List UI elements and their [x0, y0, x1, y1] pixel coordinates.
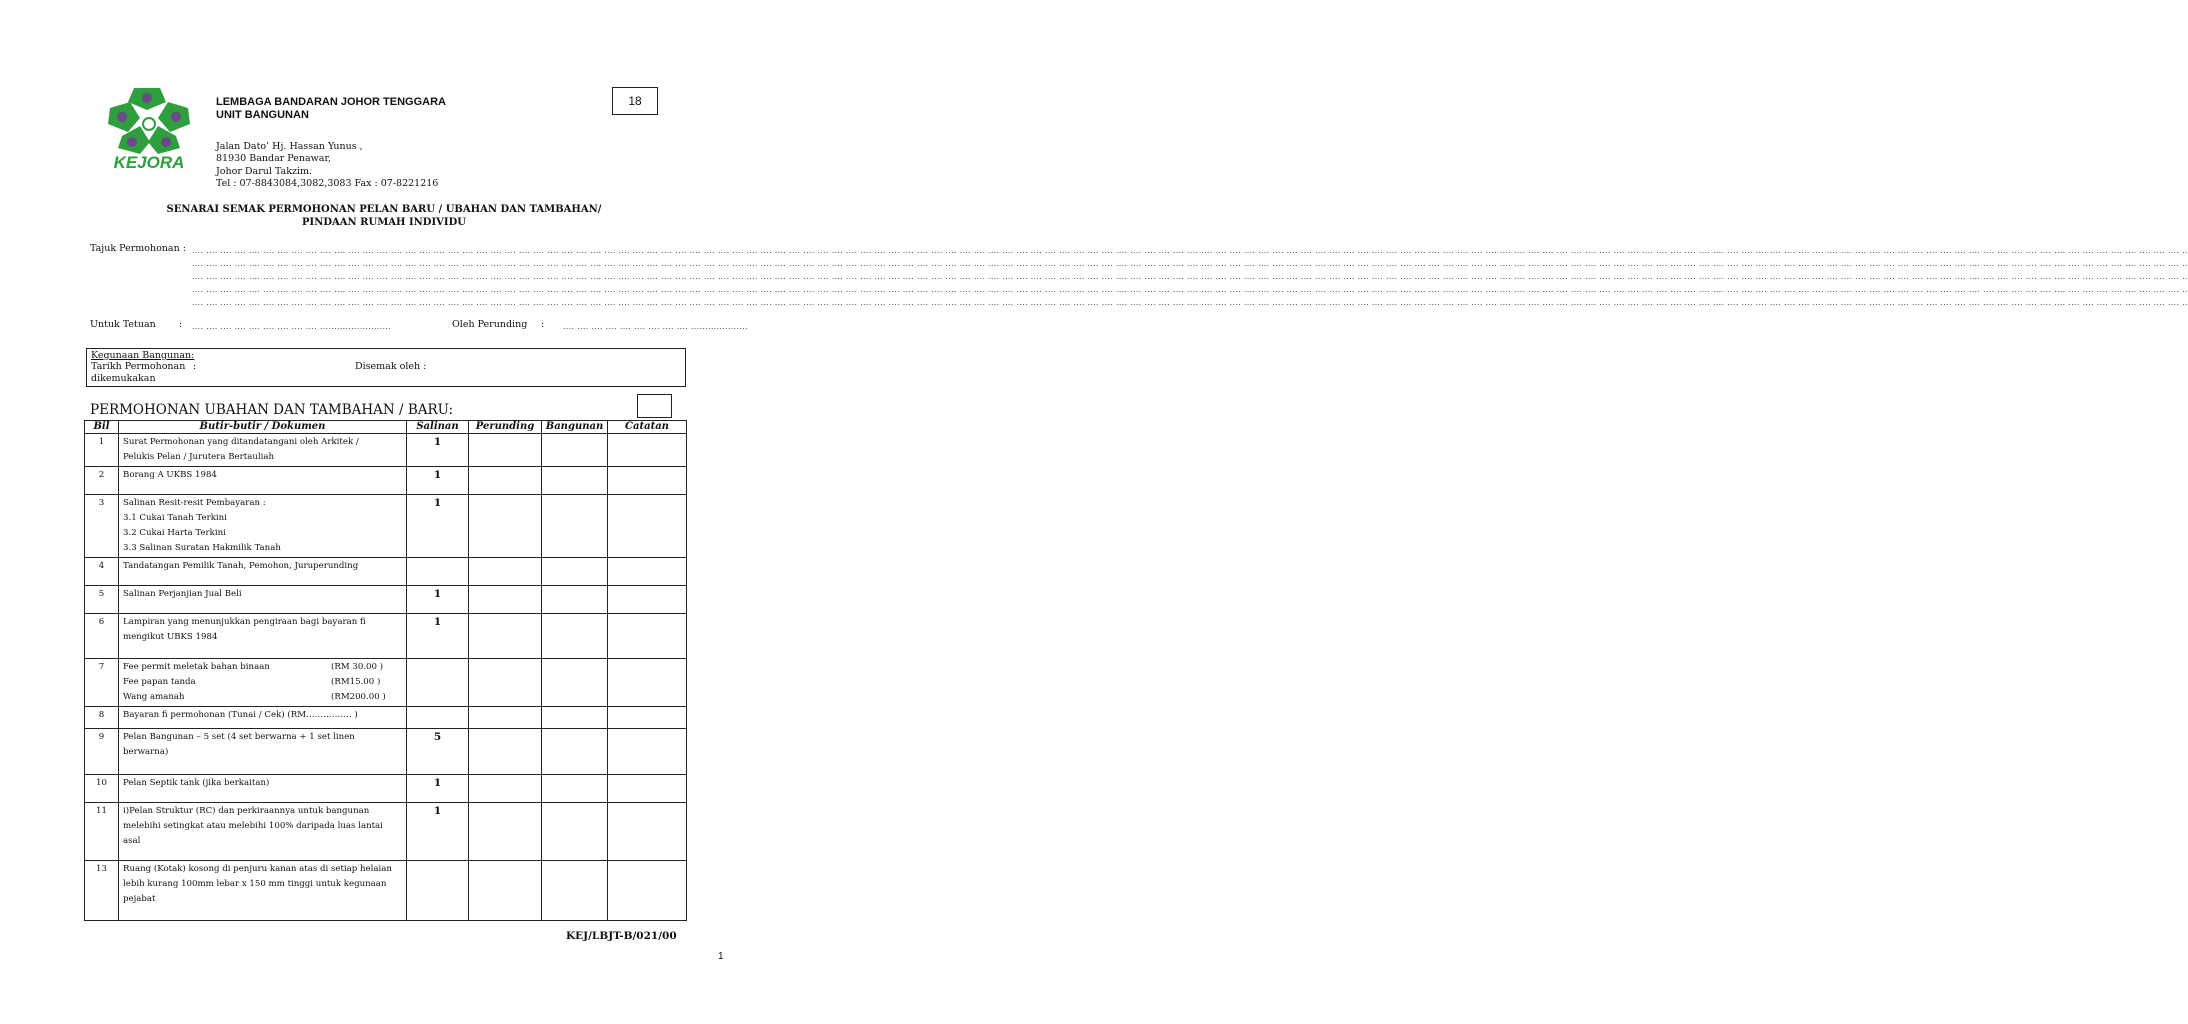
- doc-line: mengikut UBKS 1984: [123, 632, 218, 642]
- fee-line: [123, 675, 402, 690]
- untuk-tetuan-label: Untuk Tetuan: [90, 319, 156, 330]
- table-row: [85, 803, 687, 861]
- row-document: [119, 467, 407, 495]
- row-document: [119, 707, 407, 729]
- organization-name: [216, 96, 446, 122]
- doc-line: Lampiran yang menunjukkan pengiraan bagi bayaran fi: [123, 617, 366, 627]
- form-title-line-1: SENARAI SEMAK PERMOHONAN PELAN BARU / UBAHAN DAN TAMBAHAN/: [166, 204, 602, 215]
- catatan-cell[interactable]: [608, 434, 687, 467]
- table-row: [85, 861, 687, 921]
- row-bil: 8: [85, 707, 119, 729]
- row-salinan: 1: [407, 803, 469, 861]
- row-document: [119, 775, 407, 803]
- doc-line: 3.1 Cukai Tanah Terkini: [123, 513, 227, 523]
- disemak-oleh-label: Disemak oleh :: [355, 361, 427, 372]
- table-row: [85, 434, 687, 467]
- table-row: [85, 729, 687, 775]
- tajuk-dotted-line[interactable]: .... .... .... .... .... .... .... .... .... .... .... .... .... .... .... .... .... .... .... .... .... .... .... .... .... .... .... .... .... .... .... .... .... .... .... .... .... .... .... .... .... .... .... .... .... .... .... .... .... .... .... .... .... .... .... .... .... .... .... .... .... .... .... .... .... .... .... .... .... .... .... .... .... .... .... .... .... .... .... .... .... .... .... .... .... .... .... .... .... .... .... .... .... .... .... .... .... .... .... .... .... .... .... .... .... .... .... .... .... .... .... .... .... .... .... .... .... .... .... .... .... .... .... .... .... .... .... .... .... .... .... .... .... .... .... .... .... .... .... .... ..: [192, 246, 2188, 255]
- bangunan-check-cell[interactable]: [542, 614, 608, 659]
- row-bil: 10: [85, 775, 119, 803]
- row-salinan: [407, 861, 469, 921]
- form-code: KEJ/LBJT-B/021/00: [566, 930, 677, 942]
- tajuk-dotted-line[interactable]: .... .... .... .... .... .... .... .... .... .... .... .... .... .... .... .... .... .... .... .... .... .... .... .... .... .... .... .... .... .... .... .... .... .... .... .... .... .... .... .... .... .... .... .... .... .... .... .... .... .... .... .... .... .... .... .... .... .... .... .... .... .... .... .... .... .... .... .... .... .... .... .... .... .... .... .... .... .... .... .... .... .... .... .... .... .... .... .... .... .... .... .... .... .... .... .... .... .... .... .... .... .... .... .... .... .... .... .... .... .... .... .... .... .... .... .... .... .... .... .... .... .... .... .... .... .... .... .... .... .... .... .... .... .... .... .... .... .... .... .... ..: [192, 272, 2188, 281]
- row-salinan: [407, 558, 469, 586]
- fee-label: Fee papan tanda: [123, 677, 196, 687]
- perunding-check-cell[interactable]: [469, 861, 542, 921]
- logo-text: KEJORA: [113, 153, 185, 172]
- perunding-check-cell[interactable]: [469, 434, 542, 467]
- oleh-perunding-label: Oleh Perunding: [452, 319, 528, 330]
- doc-line: pejabat: [123, 894, 156, 904]
- catatan-cell[interactable]: [608, 467, 687, 495]
- perunding-check-cell[interactable]: [469, 803, 542, 861]
- catatan-cell[interactable]: [608, 558, 687, 586]
- doc-line: berwarna): [123, 747, 169, 757]
- table-row: [85, 659, 687, 707]
- catatan-cell[interactable]: [608, 614, 687, 659]
- section-title: PERMOHONAN UBAHAN DAN TAMBAHAN / BARU:: [90, 402, 454, 418]
- row-document: [119, 614, 407, 659]
- doc-line: 3.3 Salinan Suratan Hakmilik Tanah: [123, 543, 281, 553]
- row-bil: 11: [85, 803, 119, 861]
- fee-label: Wang amanah: [123, 692, 185, 702]
- row-salinan: [407, 659, 469, 707]
- row-document: [119, 861, 407, 921]
- table-row: [85, 586, 687, 614]
- doc-line: Surat Permohonan yang ditandatangani oleh Arkitek /: [123, 437, 359, 447]
- row-document: [119, 803, 407, 861]
- row-document: [119, 495, 407, 558]
- perunding-check-cell[interactable]: [469, 729, 542, 775]
- catatan-cell[interactable]: [608, 729, 687, 775]
- application-info-box: [86, 348, 686, 387]
- oleh-colon: :: [541, 319, 545, 330]
- bangunan-check-cell[interactable]: [542, 775, 608, 803]
- doc-line: Pelan Septik tank (jika berkaitan): [123, 778, 270, 788]
- row-document: [119, 558, 407, 586]
- untuk-tetuan-field[interactable]: .... .... .... .... .... .... .... .... .... .........................: [192, 322, 392, 331]
- perunding-check-cell[interactable]: [469, 467, 542, 495]
- page-number: 1: [718, 951, 724, 962]
- bangunan-check-cell[interactable]: [542, 729, 608, 775]
- row-salinan: 1: [407, 495, 469, 558]
- bangunan-check-cell[interactable]: [542, 558, 608, 586]
- page-box: 18: [612, 87, 658, 115]
- doc-line: Pelukis Pelan / Jurutera Bertauliah: [123, 452, 275, 462]
- catatan-cell[interactable]: [608, 861, 687, 921]
- fee-line: [123, 660, 402, 675]
- doc-line: lebih kurang 100mm lebar x 150 mm tinggi untuk kegunaan: [123, 879, 387, 889]
- doc-line: asal: [123, 836, 141, 846]
- kejora-logo: [100, 80, 198, 172]
- doc-line: Pelan Bangunan – 5 set (4 set berwarna + 1 set linen: [123, 732, 355, 742]
- row-bil: 1: [85, 434, 119, 467]
- checklist-table: [84, 420, 687, 921]
- table-row: [85, 558, 687, 586]
- catatan-cell[interactable]: [608, 586, 687, 614]
- org-line-1: LEMBAGA BANDARAN JOHOR TENGGARA: [216, 96, 446, 108]
- catatan-cell[interactable]: [608, 659, 687, 707]
- row-bil: 4: [85, 558, 119, 586]
- tajuk-dotted-line[interactable]: .... .... .... .... .... .... .... .... .... .... .... .... .... .... .... .... .... .... .... .... .... .... .... .... .... .... .... .... .... .... .... .... .... .... .... .... .... .... .... .... .... .... .... .... .... .... .... .... .... .... .... .... .... .... .... .... .... .... .... .... .... .... .... .... .... .... .... .... .... .... .... .... .... .... .... .... .... .... .... .... .... .... .... .... .... .... .... .... .... .... .... .... .... .... .... .... .... .... .... .... .... .... .... .... .... .... .... .... .... .... .... .... .... .... .... .... .... .... .... .... .... .... .... .... .... .... .... .... .... .... .... .... .... .... .... .... .... .... .... .... ..: [192, 259, 2188, 268]
- table-row: [85, 707, 687, 729]
- doc-line: Bayaran fi permohonan (Tunai / Cek) (RM……………. ): [123, 710, 358, 720]
- untuk-colon: :: [179, 319, 183, 330]
- tajuk-label: Tajuk Permohonan :: [90, 243, 186, 254]
- row-bil: 5: [85, 586, 119, 614]
- doc-line: melebihi setingkat atau melebihi 100% daripada luas lantai: [123, 821, 383, 831]
- table-row: [85, 775, 687, 803]
- perunding-check-cell[interactable]: [469, 614, 542, 659]
- header-salinan: Salinan: [407, 421, 469, 434]
- catatan-cell[interactable]: [608, 775, 687, 803]
- bangunan-check-cell[interactable]: [542, 861, 608, 921]
- fee-amount: (RM 30.00 ): [331, 662, 384, 672]
- perunding-check-cell[interactable]: [469, 707, 542, 729]
- address-line: Tel : 07-8843084,3082,3083 Fax : 07-8221216: [216, 177, 439, 189]
- row-salinan: 1: [407, 586, 469, 614]
- bangunan-check-cell[interactable]: [542, 434, 608, 467]
- bangunan-check-cell[interactable]: [542, 659, 608, 707]
- row-salinan: 1: [407, 775, 469, 803]
- address-line: Jalan Dato’ Hj. Hassan Yunus ,: [216, 141, 363, 152]
- bangunan-check-cell[interactable]: [542, 586, 608, 614]
- table-header-row: [85, 421, 687, 434]
- fee-line: [123, 690, 402, 705]
- bangunan-check-cell[interactable]: [542, 467, 608, 495]
- header-butir: Butir-butir / Dokumen: [119, 421, 407, 434]
- row-salinan: 1: [407, 467, 469, 495]
- org-line-2: UNIT BANGUNAN: [216, 109, 309, 121]
- perunding-check-cell[interactable]: [469, 775, 542, 803]
- perunding-check-cell[interactable]: [469, 558, 542, 586]
- row-bil: 13: [85, 861, 119, 921]
- tajuk-dotted-line[interactable]: .... .... .... .... .... .... .... .... .... .... .... .... .... .... .... .... .... .... .... .... .... .... .... .... .... .... .... .... .... .... .... .... .... .... .... .... .... .... .... .... .... .... .... .... .... .... .... .... .... .... .... .... .... .... .... .... .... .... .... .... .... .... .... .... .... .... .... .... .... .... .... .... .... .... .... .... .... .... .... .... .... .... .... .... .... .... .... .... .... .... .... .... .... .... .... .... .... .... .... .... .... .... .... .... .... .... .... .... .... .... .... .... .... .... .... .... .... .... .... .... .... .... .... .... .... .... .... .... .... .... .... .... .... .... .... .... .... .... .... .... ..: [192, 298, 2188, 307]
- table-row: [85, 495, 687, 558]
- catatan-cell[interactable]: [608, 495, 687, 558]
- address-line: 81930 Bandar Penawar,: [216, 153, 331, 165]
- row-salinan: 5: [407, 729, 469, 775]
- section-tick-box[interactable]: [637, 394, 672, 418]
- fee-label: Fee permit meletak bahan binaan: [123, 662, 270, 672]
- catatan-cell[interactable]: [608, 803, 687, 861]
- doc-line: 3.2 Cukai Harta Terkini: [123, 528, 226, 538]
- row-salinan: 1: [407, 434, 469, 467]
- organization-address: [216, 141, 438, 190]
- oleh-perunding-field[interactable]: .... .... .... .... .... .... .... .... .... ....................: [563, 322, 748, 331]
- row-bil: 7: [85, 659, 119, 707]
- tajuk-dotted-line[interactable]: .... .... .... .... .... .... .... .... .... .... .... .... .... .... .... .... .... .... .... .... .... .... .... .... .... .... .... .... .... .... .... .... .... .... .... .... .... .... .... .... .... .... .... .... .... .... .... .... .... .... .... .... .... .... .... .... .... .... .... .... .... .... .... .... .... .... .... .... .... .... .... .... .... .... .... .... .... .... .... .... .... .... .... .... .... .... .... .... .... .... .... .... .... .... .... .... .... .... .... .... .... .... .... .... .... .... .... .... .... .... .... .... .... .... .... .... .... .... .... .... .... .... .... .... .... .... .... .... .... .... .... .... .... .... .... .... .... .... .... .... ..: [192, 285, 2188, 294]
- row-bil: 6: [85, 614, 119, 659]
- perunding-check-cell[interactable]: [469, 495, 542, 558]
- doc-line: Salinan Perjanjian Jual Beli: [123, 589, 242, 599]
- row-salinan: 1: [407, 614, 469, 659]
- perunding-check-cell[interactable]: [469, 659, 542, 707]
- row-bil: 3: [85, 495, 119, 558]
- doc-line: Borang A UKBS 1984: [123, 470, 217, 480]
- bangunan-check-cell[interactable]: [542, 707, 608, 729]
- row-bil: 2: [85, 467, 119, 495]
- row-document: [119, 659, 407, 707]
- header-bangunan: Bangunan: [542, 421, 608, 434]
- fee-amount: (RM200.00 ): [331, 692, 386, 702]
- catatan-cell[interactable]: [608, 707, 687, 729]
- kegunaan-bangunan-label: Kegunaan Bangunan:: [91, 350, 195, 361]
- bangunan-check-cell[interactable]: [542, 495, 608, 558]
- fee-amount: (RM15.00 ): [331, 677, 381, 687]
- bangunan-check-cell[interactable]: [542, 803, 608, 861]
- table-row: [85, 614, 687, 659]
- header-bil: Bil: [85, 421, 119, 434]
- table-row: [85, 467, 687, 495]
- header-catatan: Catatan: [608, 421, 687, 434]
- address-line: Johor Darul Takzim.: [216, 165, 313, 177]
- row-document: [119, 586, 407, 614]
- perunding-check-cell[interactable]: [469, 586, 542, 614]
- doc-line: Ruang (Kotak) kosong di penjuru kanan atas di setiap helaian: [123, 864, 392, 874]
- doc-line: i)Pelan Struktur (RC) dan perkiraannya untuk bangunan: [123, 806, 370, 816]
- row-salinan: [407, 707, 469, 729]
- tarikh-colon: :: [193, 361, 197, 372]
- row-document: [119, 434, 407, 467]
- row-document: [119, 729, 407, 775]
- header-perunding: Perunding: [469, 421, 542, 434]
- row-bil: 9: [85, 729, 119, 775]
- doc-line: Salinan Resit-resit Pembayaran :: [123, 498, 266, 508]
- dikemukakan-label: dikemukakan: [91, 373, 156, 384]
- form-title: [100, 203, 668, 229]
- tarikh-permohonan-label: Tarikh Permohonan: [91, 361, 186, 372]
- doc-line: Tandatangan Pemilik Tanah, Pemohon, Juruperunding: [123, 561, 359, 571]
- form-title-line-2: PINDAAN RUMAH INDIVIDU: [302, 217, 466, 228]
